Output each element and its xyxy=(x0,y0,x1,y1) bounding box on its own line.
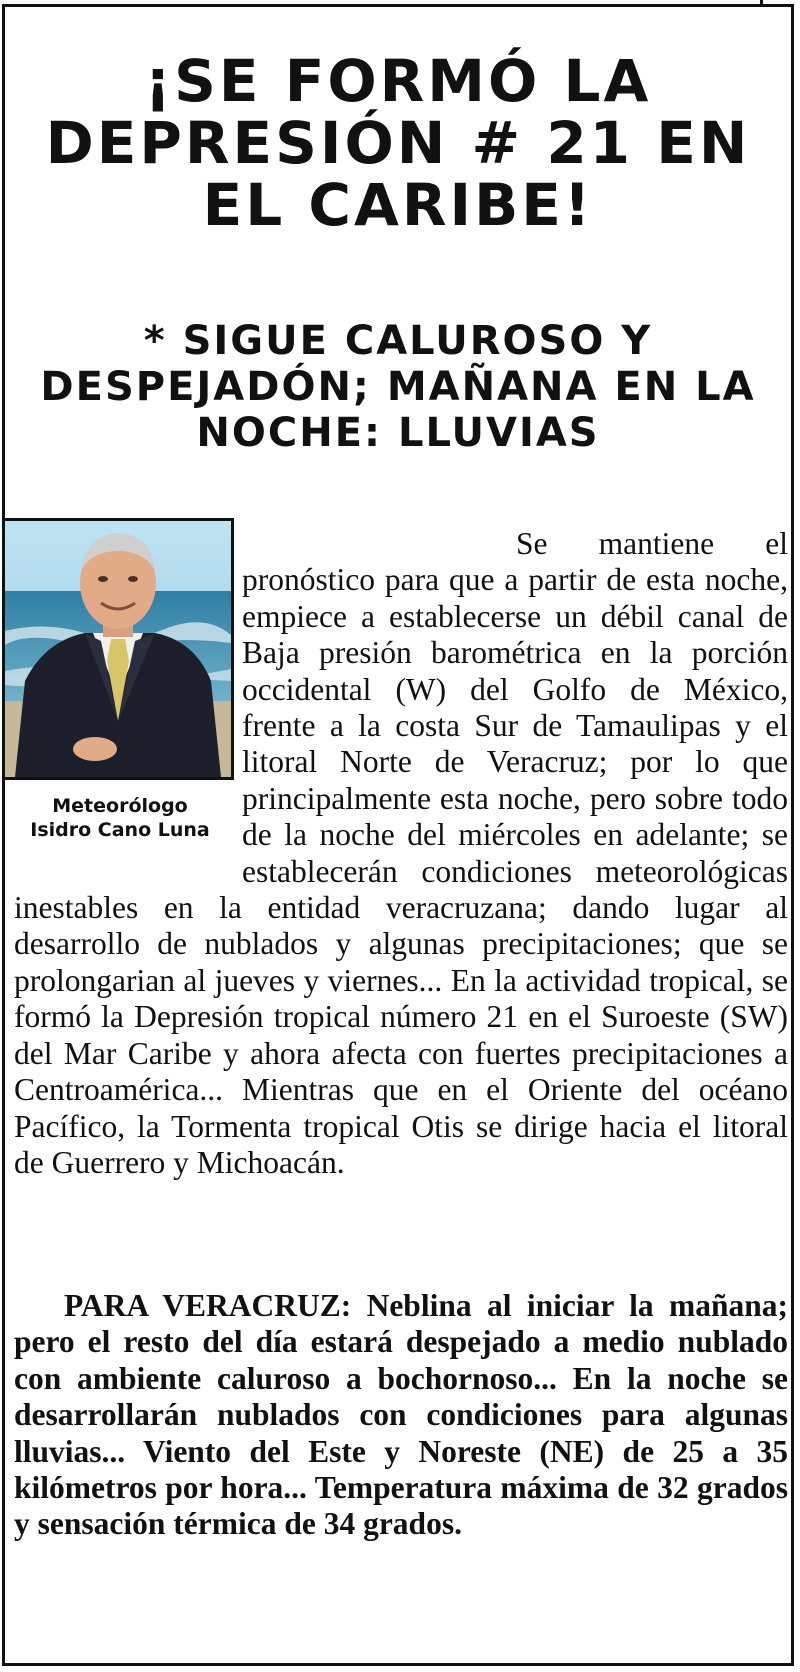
body-text: Se mantiene el pronóstico para que a partir de esta noche, empiece a establecerse un débil canal de Baja presión barométrica en la porción occidental (W) del Golfo de México, frente a la costa Sur de Tamaulipas y el litoral Norte de Veracruz; por lo que principalmente esta noche, pero sobre todo de la noche del miércoles en adelante; se establecerán condiciones meteorológicas inestables en la entidad veracruzana; dando lugar al desarrollo de nublados y algunas precipitaciones; que se prolongarian al jueves y viernes... En la actividad tropical, se formó la Depresión tropical número 21 en el Suroeste (SW) del Mar Caribe y ahora afecta con fuertes precipitaciones a Centroamérica... Mientras que en el Oriente del océano Pacífico, la Tormenta tropical Otis se dirige hacia el litoral de Guerrero y Michoacán. xyxy=(14,526,788,1180)
caption-title: Meteorólogo xyxy=(52,795,188,817)
column-rule xyxy=(760,0,763,6)
photo-wrap-space xyxy=(14,526,242,866)
article-body xyxy=(14,526,788,1181)
veracruz-forecast: PARA VERACRUZ: Neblina al iniciar la mañana; pero el resto del día estará despejado a medio nublado con ambiente caluroso a bochornoso... En la noche se desarrollarán nublados con condiciones para algunas lluvias... Viento del Este y Noreste (NE) de 25 a 35 kilómetros por hora... Temperatura máxima de 32 grados y sensación térmica de 34 grados. xyxy=(14,1288,788,1542)
caption-name: Isidro Cano Luna xyxy=(30,819,210,841)
subhead: * SIGUE CALUROSO Y DESPEJADÓN; MAÑANA EN LA NOCHE: LLUVIAS xyxy=(40,318,756,456)
headline: ¡SE FORMÓ LA DEPRESIÓN # 21 EN EL CARIBE! xyxy=(45,47,751,239)
